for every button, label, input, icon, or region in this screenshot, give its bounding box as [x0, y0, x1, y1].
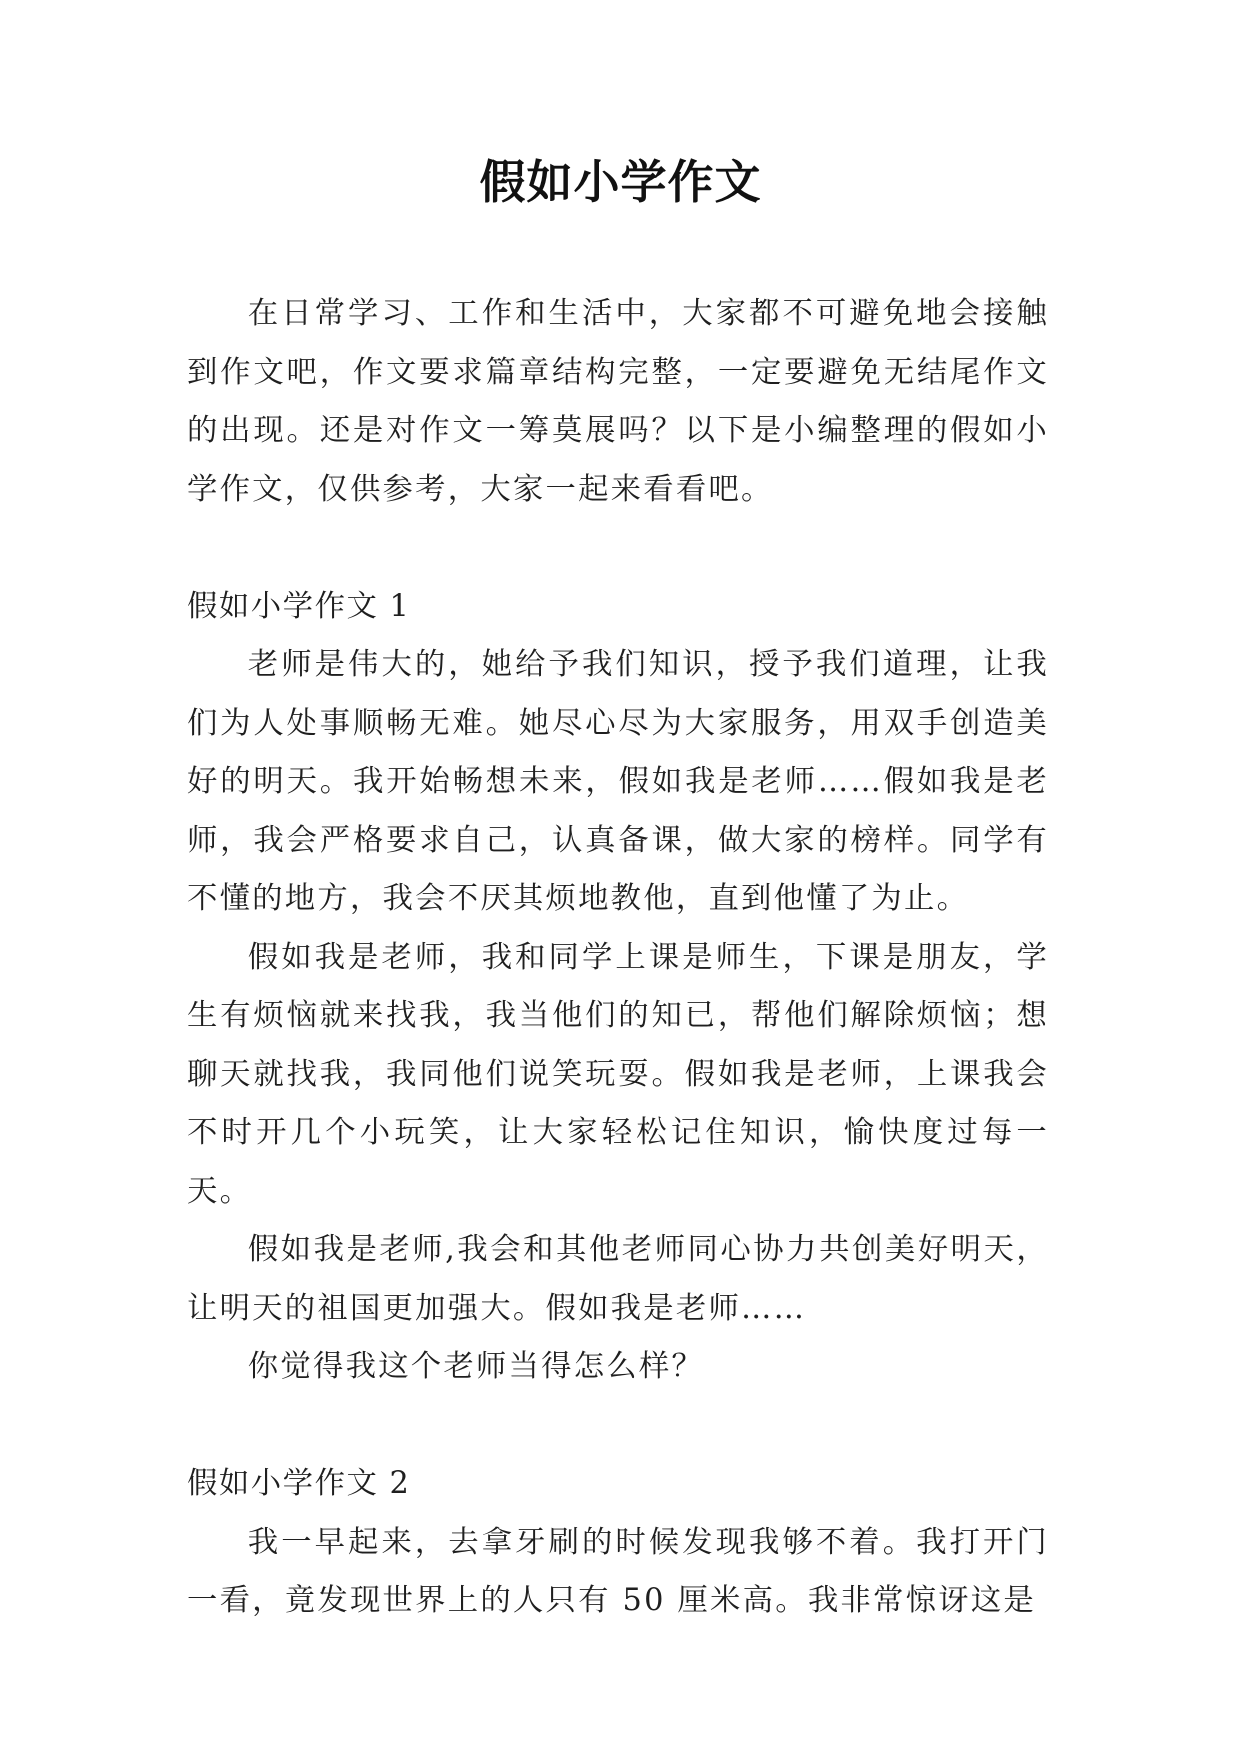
section-heading: 假如小学作文 1 — [187, 588, 411, 624]
document-title: 假如小学作文 — [479, 155, 762, 209]
body-paragraph: 我一早起来，去拿牙刷的时候发现我够不着。我打开门一看，竟发现世界上的人只有 50 厘米高。我非常惊讶这是 — [187, 1524, 1049, 1618]
body-paragraph: 假如我是老师,我会和其他老师同心协力共创美好明天，让明天的祖国更加强大。假如我是老师…… — [187, 1232, 1049, 1326]
intro-paragraph: 在日常学习、工作和生活中，大家都不可避免地会接触到作文吧，作文要求篇章结构完整，一定要避免无结尾作文的出现。还是对作文一筹莫展吗？以下是小编整理的假如小学作文，仅供参考，大家一起来看看吧。 — [187, 296, 1049, 507]
body-paragraph: 老师是伟大的，她给予我们知识，授予我们道理，让我们为人处事顺畅无难。她尽心尽为大家服务，用双手创造美好的明天。我开始畅想未来，假如我是老师……假如我是老师，我会严格要求自己，认真备课，做大家的榜样。同学有不懂的地方，我会不厌其烦地教他，直到他懂了为止。 — [187, 647, 1049, 916]
body-paragraph: 你觉得我这个老师当得怎么样？ — [247, 1349, 705, 1384]
section-spacer — [187, 519, 1049, 578]
body-paragraph: 假如我是老师，我和同学上课是师生，下课是朋友，学生有烦恼就来找我，我当他们的知已，帮他们解除烦恼；想聊天就找我，我同他们说笑玩耍。假如我是老师，上课我会不时开几个小玩笑，让大家轻松记住知识，愉快度过每一天。 — [187, 939, 1049, 1209]
section-spacer — [187, 1397, 1049, 1456]
section-heading: 假如小学作文 2 — [187, 1466, 411, 1501]
document-body — [187, 285, 1049, 1631]
